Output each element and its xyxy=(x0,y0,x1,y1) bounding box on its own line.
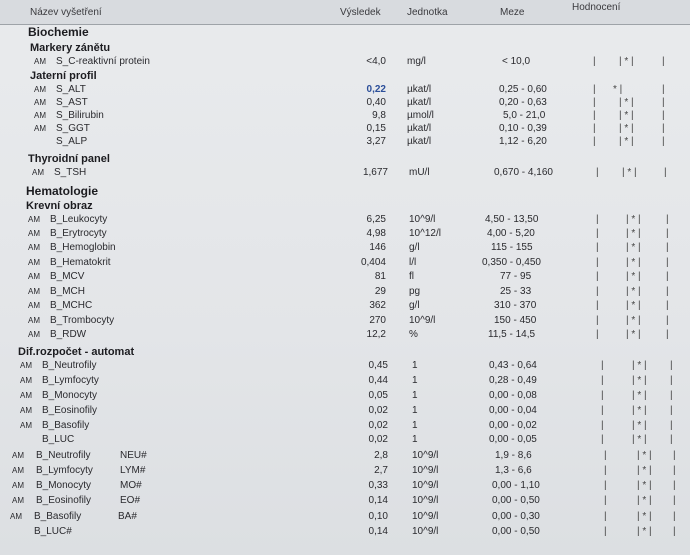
rating-mark: | * | xyxy=(619,110,634,121)
test-range: 0,20 - 0,63 xyxy=(499,97,547,108)
test-unit: g/l xyxy=(409,300,420,311)
range-bar-left: | xyxy=(596,300,599,311)
table-row xyxy=(0,389,690,403)
accreditation-mark: AM xyxy=(20,421,32,430)
test-unit: µmol/l xyxy=(407,110,434,121)
test-result: 29 xyxy=(374,286,386,297)
accreditation-mark: AM xyxy=(28,330,40,339)
table-row xyxy=(0,83,690,97)
range-bar-right: | xyxy=(666,315,669,326)
accreditation-mark: AM xyxy=(12,466,24,475)
range-bar-left: | xyxy=(604,526,607,537)
range-bar-left: | xyxy=(593,97,596,108)
table-row xyxy=(0,270,690,284)
range-bar-right: | xyxy=(666,329,669,340)
accreditation-mark: AM xyxy=(12,451,24,460)
header-result: Výsledek xyxy=(340,7,381,18)
test-name: B_Eosinofily xyxy=(36,495,92,506)
test-name: B_LUC# xyxy=(34,526,72,537)
test-name: B_Basofily xyxy=(42,420,90,431)
range-bar-right: | xyxy=(666,300,669,311)
accreditation-mark: AM xyxy=(12,481,24,490)
test-result: 1,677 xyxy=(362,167,388,178)
test-name: B_Basofily xyxy=(34,511,82,522)
section-title: Biochemie xyxy=(28,25,89,39)
test-result: 146 xyxy=(369,242,386,253)
test-name: B_Lymfocyty xyxy=(36,465,93,476)
subsection-title: Krevní obraz xyxy=(26,200,93,212)
test-unit: µkat/l xyxy=(407,123,432,134)
rating-mark: | * | xyxy=(619,136,634,147)
accreditation-mark: AM xyxy=(28,272,40,281)
test-unit: µkat/l xyxy=(407,136,432,147)
rating-mark: | * | xyxy=(632,390,647,401)
accreditation-mark: AM xyxy=(34,98,46,107)
range-bar-left: | xyxy=(596,167,599,178)
accreditation-mark: AM xyxy=(34,57,46,66)
table-row xyxy=(0,299,690,313)
test-result: 81 xyxy=(374,271,386,282)
subsection-row xyxy=(0,345,690,359)
subsection-row xyxy=(0,152,690,166)
test-unit: mU/l xyxy=(409,167,430,178)
test-result: 0,02 xyxy=(368,405,388,416)
rating-mark: | * | xyxy=(626,286,641,297)
range-bar-right: | xyxy=(666,228,669,239)
accreditation-mark: AM xyxy=(20,391,32,400)
test-unit: 1 xyxy=(412,420,418,431)
test-result: 0,45 xyxy=(368,360,388,371)
table-row xyxy=(0,433,690,447)
range-bar-left: | xyxy=(593,84,596,95)
accreditation-mark: AM xyxy=(20,376,32,385)
test-range: 5,0 - 21,0 xyxy=(503,110,546,121)
test-unit: 10^9/l xyxy=(409,315,436,326)
rating-mark: | * | xyxy=(632,434,647,445)
test-result: 6,25 xyxy=(366,214,386,225)
accreditation-mark: AM xyxy=(10,512,22,521)
test-code: MO# xyxy=(120,480,142,491)
range-bar-left: | xyxy=(596,315,599,326)
range-bar-right: | xyxy=(666,257,669,268)
test-range: 0,00 - 0,50 xyxy=(492,495,540,506)
test-code: LYM# xyxy=(120,465,146,476)
range-bar-right: | xyxy=(662,84,665,95)
test-unit: 1 xyxy=(412,390,418,401)
rating-mark: | * | xyxy=(626,271,641,282)
test-name: B_Erytrocyty xyxy=(50,228,107,239)
range-bar-right: | xyxy=(673,511,676,522)
test-name: S_ALT xyxy=(56,84,86,95)
table-row xyxy=(0,374,690,388)
table-row xyxy=(0,227,690,241)
test-range: 4,00 - 5,20 xyxy=(487,228,535,239)
range-bar-right: | xyxy=(662,123,665,134)
rating-mark: | * | xyxy=(632,360,647,371)
test-range: 310 - 370 xyxy=(494,300,537,311)
table-row xyxy=(0,328,690,342)
header-rating: Hodnocení xyxy=(572,2,621,13)
rating-mark: | * | xyxy=(637,511,652,522)
range-bar-left: | xyxy=(601,375,604,386)
range-bar-right: | xyxy=(673,465,676,476)
test-name: S_C-reaktivní protein xyxy=(56,56,150,67)
test-unit: 10^9/l xyxy=(412,480,439,491)
range-bar-right: | xyxy=(673,495,676,506)
test-unit: µkat/l xyxy=(407,84,432,95)
range-bar-left: | xyxy=(593,56,596,67)
table-row xyxy=(0,256,690,270)
test-result: <4,0 xyxy=(366,56,386,67)
table-row xyxy=(0,359,690,373)
range-bar-left: | xyxy=(604,495,607,506)
rating-mark: | * | xyxy=(632,420,647,431)
test-range: 0,25 - 0,60 xyxy=(499,84,547,95)
test-unit: 1 xyxy=(412,360,418,371)
test-range: 0,00 - 0,08 xyxy=(489,390,537,401)
range-bar-left: | xyxy=(601,434,604,445)
table-row xyxy=(0,449,690,463)
range-bar-left: | xyxy=(596,271,599,282)
test-result: 2,8 xyxy=(374,450,388,461)
test-range: 25 - 33 xyxy=(500,286,532,297)
accreditation-mark: AM xyxy=(28,215,40,224)
table-row xyxy=(0,314,690,328)
rating-mark: | * | xyxy=(637,495,652,506)
range-bar-left: | xyxy=(596,329,599,340)
test-result: 0,15 xyxy=(366,123,386,134)
test-unit: g/l xyxy=(409,242,420,253)
section-title: Hematologie xyxy=(26,184,99,198)
test-unit: 1 xyxy=(412,405,418,416)
range-bar-left: | xyxy=(596,214,599,225)
table-row xyxy=(0,96,690,110)
rating-mark: | * | xyxy=(637,480,652,491)
test-result: 0,05 xyxy=(368,390,388,401)
header-unit: Jednotka xyxy=(407,7,448,18)
test-code: NEU# xyxy=(120,450,147,461)
range-bar-left: | xyxy=(593,123,596,134)
test-result: 4,98 xyxy=(366,228,386,239)
accreditation-mark: AM xyxy=(28,229,40,238)
rating-mark: | * | xyxy=(619,97,634,108)
test-name: B_MCHC xyxy=(50,300,93,311)
rating-mark: | * | xyxy=(622,167,637,178)
test-unit: l/l xyxy=(409,257,417,268)
test-result: 2,7 xyxy=(374,465,388,476)
test-range: 0,00 - 0,02 xyxy=(489,420,537,431)
table-row xyxy=(0,109,690,123)
range-bar-right: | xyxy=(673,526,676,537)
range-bar-right: | xyxy=(664,167,667,178)
test-name: B_MCV xyxy=(50,271,85,282)
table-row xyxy=(0,479,690,493)
test-unit: 1 xyxy=(412,375,418,386)
rating-mark: * | xyxy=(613,84,623,95)
range-bar-right: | xyxy=(662,110,665,121)
test-unit: 10^9/l xyxy=(412,495,439,506)
range-bar-right: | xyxy=(670,360,673,371)
test-result: 0,33 xyxy=(368,480,388,491)
test-result: 0,404 xyxy=(360,257,386,268)
range-bar-right: | xyxy=(662,136,665,147)
range-bar-right: | xyxy=(670,434,673,445)
test-range: 0,00 - 0,50 xyxy=(492,526,540,537)
range-bar-right: | xyxy=(670,375,673,386)
subsection-row xyxy=(0,69,690,83)
test-name: B_Hematokrit xyxy=(50,257,111,268)
range-bar-left: | xyxy=(596,286,599,297)
range-bar-left: | xyxy=(596,228,599,239)
test-result: 362 xyxy=(369,300,386,311)
range-bar-right: | xyxy=(670,420,673,431)
test-name: S_ALP xyxy=(56,136,88,147)
test-name: B_Neutrofily xyxy=(42,360,97,371)
range-bar-left: | xyxy=(601,360,604,371)
table-row xyxy=(0,135,690,149)
test-result: 0,02 xyxy=(368,434,388,445)
test-range: 150 - 450 xyxy=(494,315,537,326)
rating-mark: | * | xyxy=(626,214,641,225)
test-unit: 10^9/l xyxy=(409,214,436,225)
test-range: 0,670 - 4,160 xyxy=(494,167,553,178)
test-unit: mg/l xyxy=(407,56,426,67)
table-row xyxy=(0,122,690,136)
test-range: 0,350 - 0,450 xyxy=(482,257,541,268)
subsection-row xyxy=(0,41,690,55)
subsection-title: Jaterní profil xyxy=(30,70,97,82)
rating-mark: | * | xyxy=(626,242,641,253)
rating-mark: | * | xyxy=(637,450,652,461)
test-unit: 10^9/l xyxy=(412,450,439,461)
range-bar-right: | xyxy=(666,242,669,253)
test-code: BA# xyxy=(118,511,137,522)
accreditation-mark: AM xyxy=(34,124,46,133)
range-bar-left: | xyxy=(596,257,599,268)
rating-mark: | * | xyxy=(626,228,641,239)
table-row xyxy=(0,494,690,508)
subsection-title: Dif.rozpočet - automat xyxy=(18,346,135,358)
test-result: 9,8 xyxy=(372,110,386,121)
accreditation-mark: AM xyxy=(28,301,40,310)
rating-mark: | * | xyxy=(632,405,647,416)
test-unit: 10^12/l xyxy=(409,228,441,239)
test-range: 0,00 - 1,10 xyxy=(492,480,540,491)
test-result: 0,10 xyxy=(368,511,388,522)
test-unit: % xyxy=(409,329,418,340)
test-range: 115 - 155 xyxy=(491,242,533,253)
test-name: B_Monocyty xyxy=(36,480,92,491)
test-name: S_GGT xyxy=(56,123,90,134)
table-row xyxy=(0,525,690,539)
test-unit: µkat/l xyxy=(407,97,432,108)
test-name: B_Neutrofily xyxy=(36,450,91,461)
range-bar-left: | xyxy=(593,110,596,121)
test-result: 0,22 xyxy=(366,84,386,95)
test-range: 0,00 - 0,05 xyxy=(489,434,537,445)
test-name: B_Leukocyty xyxy=(50,214,108,225)
test-range: 77 - 95 xyxy=(500,271,532,282)
accreditation-mark: AM xyxy=(28,316,40,325)
range-bar-right: | xyxy=(666,214,669,225)
rating-mark: | * | xyxy=(637,526,652,537)
range-bar-left: | xyxy=(604,450,607,461)
range-bar-right: | xyxy=(670,390,673,401)
test-name: S_Bilirubin xyxy=(56,110,104,121)
test-unit: 1 xyxy=(412,434,418,445)
rating-mark: | * | xyxy=(619,56,634,67)
rating-mark: | * | xyxy=(632,375,647,386)
table-header xyxy=(0,0,690,25)
range-bar-right: | xyxy=(662,97,665,108)
header-range: Meze xyxy=(500,7,525,18)
test-name: B_Hemoglobin xyxy=(50,242,116,253)
test-unit: pg xyxy=(409,286,421,297)
test-name: B_Lymfocyty xyxy=(42,375,99,386)
table-row xyxy=(0,285,690,299)
table-row xyxy=(0,510,690,524)
test-range: 0,00 - 0,30 xyxy=(492,511,540,522)
table-row xyxy=(0,241,690,255)
test-result: 270 xyxy=(369,315,386,326)
test-name: B_Trombocyty xyxy=(50,315,115,326)
test-name: B_RDW xyxy=(50,329,87,340)
test-range: 0,43 - 0,64 xyxy=(489,360,537,371)
rating-mark: | * | xyxy=(619,123,634,134)
range-bar-right: | xyxy=(662,56,665,67)
subsection-row xyxy=(0,199,690,213)
accreditation-mark: AM xyxy=(20,361,32,370)
test-range: 0,28 - 0,49 xyxy=(489,375,537,386)
range-bar-left: | xyxy=(604,480,607,491)
accreditation-mark: AM xyxy=(28,258,40,267)
test-range: 1,12 - 6,20 xyxy=(499,136,547,147)
test-range: 4,50 - 13,50 xyxy=(485,214,539,225)
range-bar-left: | xyxy=(601,405,604,416)
table-row xyxy=(0,404,690,418)
section-row xyxy=(0,184,690,198)
test-unit: fl xyxy=(409,271,414,282)
test-result: 0,14 xyxy=(368,495,388,506)
subsection-title: Markery zánětu xyxy=(30,42,111,54)
accreditation-mark: AM xyxy=(28,243,40,252)
accreditation-mark: AM xyxy=(12,496,24,505)
accreditation-mark: AM xyxy=(28,287,40,296)
test-name: B_LUC xyxy=(42,434,75,445)
test-result: 0,44 xyxy=(368,375,388,386)
test-range: 1,3 - 6,6 xyxy=(495,465,532,476)
table-row xyxy=(0,166,690,180)
test-range: 0,10 - 0,39 xyxy=(499,123,547,134)
test-name: S_AST xyxy=(56,97,88,108)
test-name: B_Monocyty xyxy=(42,390,98,401)
table-row xyxy=(0,213,690,227)
rating-mark: | * | xyxy=(626,300,641,311)
rating-mark: | * | xyxy=(637,465,652,476)
test-range: 11,5 - 14,5 xyxy=(488,329,536,340)
test-unit: 10^9/l xyxy=(412,511,439,522)
rating-mark: | * | xyxy=(626,315,641,326)
range-bar-left: | xyxy=(604,511,607,522)
test-range: 0,00 - 0,04 xyxy=(489,405,537,416)
range-bar-left: | xyxy=(604,465,607,476)
accreditation-mark: AM xyxy=(34,111,46,120)
range-bar-right: | xyxy=(670,405,673,416)
accreditation-mark: AM xyxy=(20,406,32,415)
test-unit: 10^9/l xyxy=(412,526,439,537)
test-result: 0,02 xyxy=(368,420,388,431)
test-result: 3,27 xyxy=(366,136,386,147)
rating-mark: | * | xyxy=(626,329,641,340)
range-bar-left: | xyxy=(601,420,604,431)
test-range: 1,9 - 8,6 xyxy=(495,450,532,461)
accreditation-mark: AM xyxy=(32,168,44,177)
test-unit: 10^9/l xyxy=(412,465,439,476)
subsection-title: Thyroidní panel xyxy=(28,153,110,165)
test-name: S_TSH xyxy=(54,167,87,178)
range-bar-right: | xyxy=(666,286,669,297)
range-bar-left: | xyxy=(593,136,596,147)
table-row xyxy=(0,464,690,478)
table-row xyxy=(0,55,690,69)
test-result: 0,40 xyxy=(366,97,386,108)
test-result: 12,2 xyxy=(366,329,386,340)
header-name: Název vyšetření xyxy=(30,7,102,18)
range-bar-left: | xyxy=(596,242,599,253)
test-name: B_Eosinofily xyxy=(42,405,98,416)
range-bar-left: | xyxy=(601,390,604,401)
range-bar-right: | xyxy=(673,480,676,491)
section-row xyxy=(0,25,690,39)
test-range: < 10,0 xyxy=(502,56,531,67)
rating-mark: | * | xyxy=(626,257,641,268)
test-code: EO# xyxy=(120,495,141,506)
table-row xyxy=(0,419,690,433)
test-result: 0,14 xyxy=(368,526,388,537)
accreditation-mark: AM xyxy=(34,85,46,94)
range-bar-right: | xyxy=(673,450,676,461)
test-name: B_MCH xyxy=(50,286,86,297)
range-bar-right: | xyxy=(666,271,669,282)
